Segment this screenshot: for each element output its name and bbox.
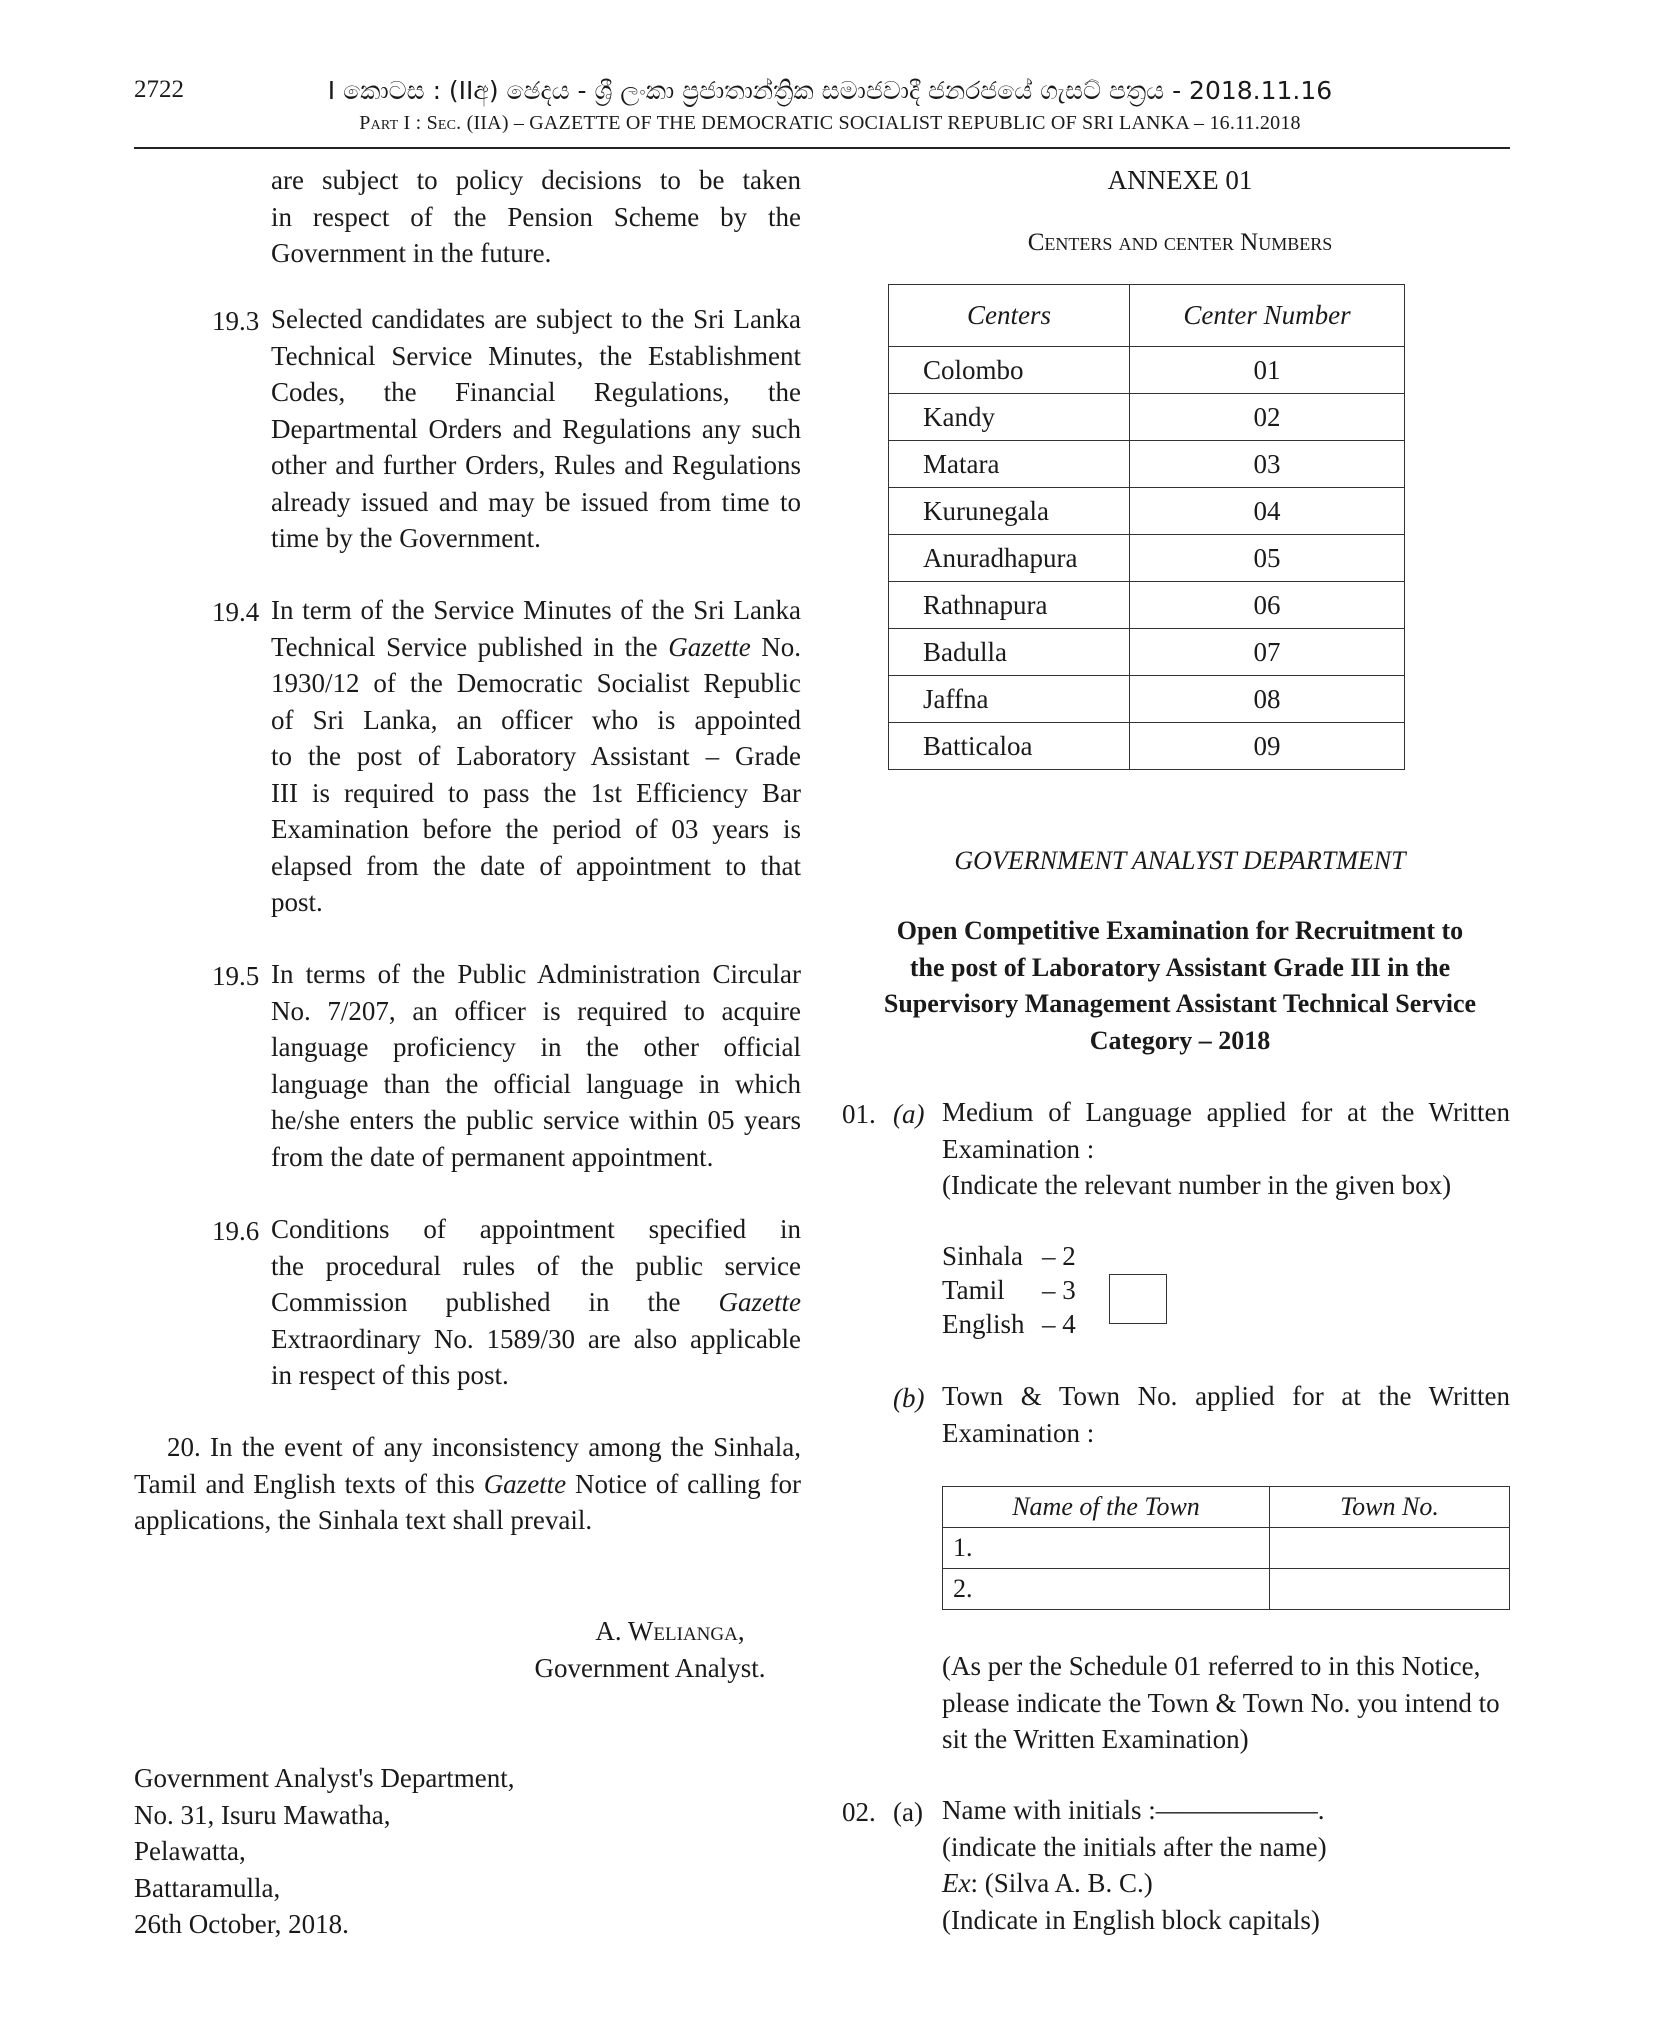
text-line: the procedural rules of the public service: [271, 1250, 801, 1281]
title-line: the post of Laboratory Assistant Grade III in the: [909, 952, 1451, 982]
table-header-row: [943, 1487, 1510, 1528]
sub-label: (a): [893, 1099, 925, 1129]
table-row: [889, 723, 1405, 770]
text-line: other and further Orders, Rules and Regulations: [271, 450, 801, 480]
name-field-line[interactable]: Name with initials :——————.: [942, 1795, 1325, 1825]
q02-a-text: [942, 1792, 1510, 1938]
column-header: Center Number: [1130, 285, 1405, 347]
town-name-cell[interactable]: 1.: [943, 1528, 1270, 1569]
q01-a-text: [942, 1094, 1510, 1204]
center-name: Kurunegala: [889, 488, 1130, 535]
text-line: In terms of the Public Administration Circular: [271, 959, 801, 989]
text-line: already issued and may be issued from time to: [271, 486, 801, 517]
center-name: Jaffna: [889, 676, 1130, 723]
text-line: Tamil and English texts of this Gazette Notice of calling for: [134, 1468, 801, 1499]
language-option: Sinhala – 2: [942, 1241, 1076, 1271]
center-name: Matara: [889, 441, 1130, 488]
address-line: Government Analyst's Department,: [134, 1763, 515, 1793]
sub-label: (b): [893, 1383, 925, 1413]
column-header: Centers: [889, 285, 1130, 347]
center-name: Colombo: [889, 347, 1130, 394]
item-number: 19.4: [212, 597, 260, 627]
text-line: are subject to policy decisions to be taken: [271, 165, 801, 195]
town-number-cell[interactable]: [1270, 1528, 1510, 1569]
address-block: [134, 1760, 734, 1943]
text-line: time by the Government.: [271, 523, 541, 553]
question-number: 02.: [842, 1797, 876, 1827]
text-line: In term of the Service Minutes of the Sri Lanka: [271, 595, 801, 625]
text-line: in respect of this post.: [271, 1360, 509, 1390]
table-row: [889, 629, 1405, 676]
annexe-title: ANNEXE 01: [1107, 165, 1253, 195]
gazette-italic: Gazette: [483, 1468, 567, 1499]
item-19-4: [271, 592, 801, 921]
town-note: [942, 1648, 1510, 1758]
continuation-paragraph: [271, 162, 801, 272]
header-part: Part I : Sec.: [359, 112, 462, 134]
item-19-3: [271, 301, 801, 557]
text-line: Medium of Language applied for at the Written: [942, 1097, 1510, 1127]
text-line: applications, the Sinhala text shall prevail.: [134, 1505, 593, 1535]
table-header-row: [889, 285, 1405, 347]
text-line: (Indicate the relevant number in the given box): [942, 1170, 1452, 1200]
q01-b-text: [942, 1378, 1510, 1451]
center-number: 01: [1130, 347, 1405, 394]
text-line: III is required to pass the 1st Efficiency Bar: [271, 777, 801, 808]
exam-title: [840, 913, 1520, 1059]
item-number: 19.5: [212, 961, 260, 991]
column-header: Name of the Town: [943, 1487, 1270, 1528]
table-row: [889, 347, 1405, 394]
centers-table: [888, 284, 1405, 770]
title-line: Open Competitive Examination for Recruitment to: [896, 916, 1464, 945]
text-line: of Sri Lanka, an officer who is appointed: [271, 704, 801, 735]
header-english: [180, 112, 1480, 135]
item-19-6: [271, 1211, 801, 1394]
text-line: sit the Written Examination): [942, 1724, 1249, 1754]
header-sinhala: I කොටස : (IIඅ) ඡෙදය - ශ්‍රී ලංකා ප්‍රජාතාන්ත්‍රික සමාජවාදී ජනරජයේ ගැසට් පත්‍රය - 2018.11.16: [327, 76, 1333, 105]
center-number: 02: [1130, 394, 1405, 441]
address-line: Pelawatta,: [134, 1836, 246, 1866]
signatory-name: A. Welianga,: [595, 1616, 745, 1646]
text-line: Town & Town No. applied for at the Written: [942, 1381, 1510, 1411]
department-heading: GOVERNMENT ANALYST DEPARTMENT: [954, 846, 1406, 875]
sub-label: (a): [893, 1797, 923, 1827]
center-name: Batticaloa: [889, 723, 1130, 770]
text-line: (indicate the initials after the name): [942, 1831, 1327, 1862]
table-row: [889, 582, 1405, 629]
text-line: 1930/12 of the Democratic Socialist Republic: [271, 668, 801, 698]
text-line: (As per the Schedule 01 referred to in this Notice,: [942, 1651, 1481, 1681]
town-name-cell[interactable]: 2.: [943, 1569, 1270, 1610]
paragraph-20: [134, 1429, 801, 1539]
header-gazette-title: (IIA) – GAZETTE OF THE DEMOCRATIC SOCIALIST REPUBLIC OF SRI LANKA – 16.11.2018: [461, 112, 1301, 134]
table-row: [943, 1528, 1510, 1569]
text-line: in respect of the Pension Scheme by the: [271, 201, 801, 232]
center-number: 08: [1130, 676, 1405, 723]
item-19-5: [271, 956, 801, 1175]
address-line: No. 31, Isuru Mawatha,: [134, 1799, 391, 1830]
center-name: Anuradhapura: [889, 535, 1130, 582]
title-line: Supervisory Management Assistant Technical Service: [883, 989, 1477, 1018]
text-line: No. 7/207, an officer is required to acquire: [271, 995, 801, 1026]
table-row: [943, 1569, 1510, 1610]
text-line: Codes, the Financial Regulations, the: [271, 377, 801, 407]
town-table: [942, 1486, 1510, 1610]
center-number: 04: [1130, 488, 1405, 535]
center-number: 05: [1130, 535, 1405, 582]
center-number: 07: [1130, 629, 1405, 676]
gazette-italic: Gazette: [668, 631, 751, 662]
item-number: 19.3: [212, 306, 260, 336]
town-number-cell[interactable]: [1270, 1569, 1510, 1610]
text-line: Government in the future.: [271, 238, 552, 268]
text-line: please indicate the Town & Town No. you intend to: [942, 1687, 1500, 1718]
table-row: [889, 535, 1405, 582]
signature-block: [500, 1613, 800, 1686]
text-line: Examination :: [942, 1417, 1095, 1448]
center-name: Kandy: [889, 394, 1130, 441]
text-line: Departmental Orders and Regulations any such: [271, 413, 801, 444]
text-line: Extraordinary No. 1589/30 are also applicable: [271, 1323, 801, 1354]
question-number: 01.: [842, 1099, 876, 1129]
item-number: 19.6: [212, 1216, 260, 1246]
language-option: Tamil – 3: [942, 1275, 1076, 1305]
text-line: from the date of permanent appointment.: [271, 1141, 714, 1172]
text-line: Examination before the period of 03 years is: [271, 814, 801, 844]
annexe-subtitle: Centers and center Numbers: [1027, 229, 1333, 256]
center-number: 03: [1130, 441, 1405, 488]
title-line: Category – 2018: [1089, 1025, 1271, 1055]
table-row: [889, 488, 1405, 535]
language-number-box[interactable]: [1109, 1274, 1167, 1324]
text-line: Ex: (Silva A. B. C.): [942, 1868, 1153, 1898]
text-line: language than the official language in which: [271, 1068, 801, 1099]
table-row: [889, 441, 1405, 488]
address-line: Battaramulla,: [134, 1872, 281, 1903]
signatory-title: Government Analyst.: [534, 1652, 766, 1683]
text-line: 20. In the event of any inconsistency among the Sinhala,: [167, 1432, 801, 1462]
text-line: to the post of Laboratory Assistant – Grade: [271, 741, 801, 771]
center-name: Badulla: [889, 629, 1130, 676]
text-line: Examination :: [942, 1133, 1095, 1164]
text-line: Commission published in the Gazette: [271, 1287, 801, 1317]
text-line: he/she enters the public service within 05 years: [271, 1105, 801, 1135]
center-name: Rathnapura: [889, 582, 1130, 629]
address-line: 26th October, 2018.: [134, 1909, 349, 1939]
header-rule: [134, 147, 1510, 149]
language-option: English – 4: [942, 1309, 1076, 1339]
gazette-italic: Gazette: [718, 1287, 801, 1317]
table-row: [889, 676, 1405, 723]
table-row: [889, 394, 1405, 441]
column-header: Town No.: [1270, 1487, 1510, 1528]
text-line: post.: [271, 887, 323, 917]
text-line: Technical Service Minutes, the Establishment: [271, 340, 801, 371]
text-line: (Indicate in English block capitals): [942, 1904, 1320, 1935]
text-line: Technical Service published in the Gazette No.: [271, 631, 801, 662]
center-number: 09: [1130, 723, 1405, 770]
text-line: Conditions of appointment specified in: [271, 1214, 801, 1244]
text-line: language proficiency in the other official: [271, 1032, 801, 1062]
center-number: 06: [1130, 582, 1405, 629]
page-number: 2722: [134, 76, 184, 103]
text-line: elapsed from the date of appointment to that: [271, 850, 801, 881]
text-line: Selected candidates are subject to the Sri Lanka: [271, 304, 801, 334]
